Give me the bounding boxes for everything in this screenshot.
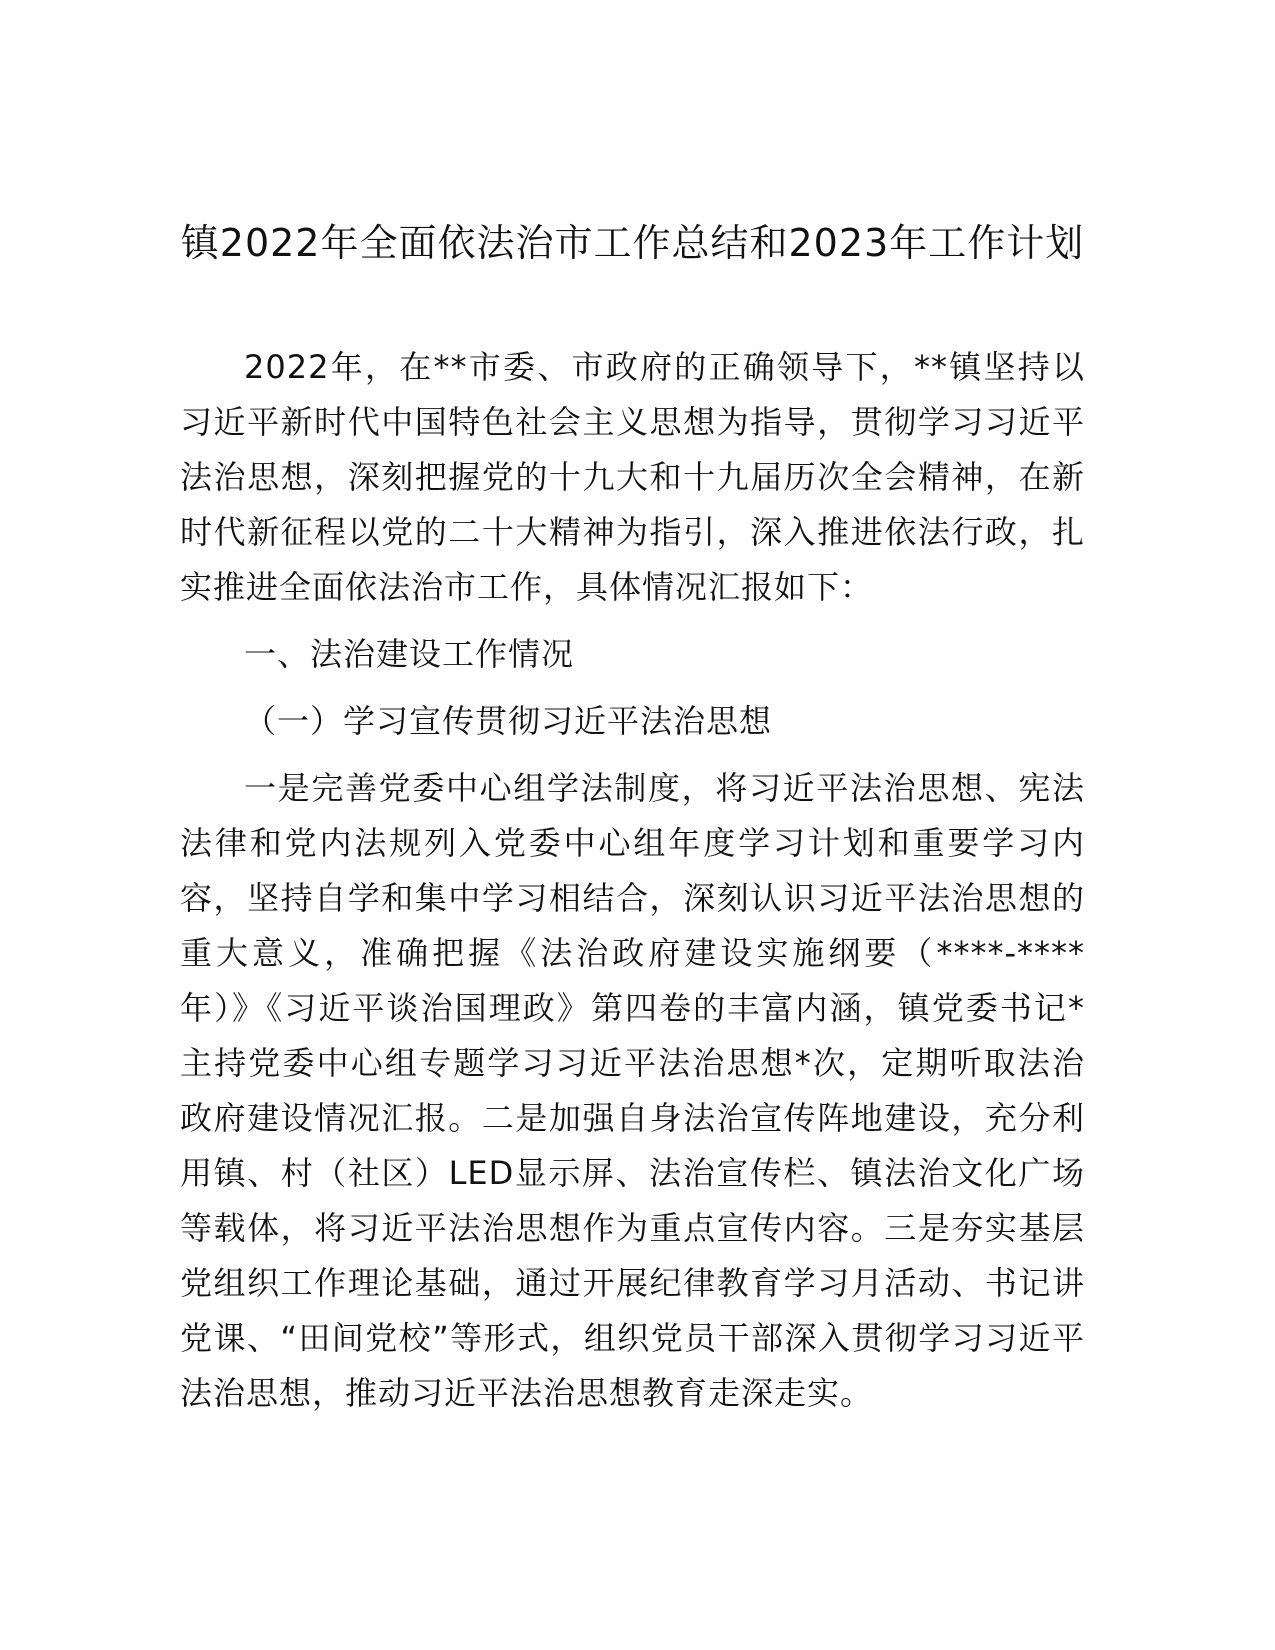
document-body	[180, 340, 1085, 1421]
section-heading: 一、法治建设工作情况	[244, 635, 575, 673]
document-title: 镇2022年全面依法治市工作总结和2023年工作计划	[180, 221, 1085, 265]
subsection-heading: （一）学习宣传贯彻习近平法治思想	[244, 702, 773, 740]
body-paragraph: 一是完善党委中心组学法制度，将习近平法治思想、宪法法律和党内法规列入党委中心组年度学习计划和重要学习内容，坚持自学和集中学习相结合，深刻认识习近平法治思想的重大意义，准确把握《法治政府建设实施纲要（****-****年）》《习近平谈治国理政》第四卷的丰富内涵，镇党委书记*主持党委中心组专题学习习近平法治思想*次，定期听取法治政府建设情况汇报。二是加强自身法治宣传阵地建设，充分利用镇、村（社区）LED显示屏、法治宣传栏、镇法治文化广场等载体，将习近平法治思想作为重点宣传内容。三是夯实基层党组织工作理论基础，通过开展纪律教育学习月活动、书记讲党课、“田间党校”等形式，组织党员干部深入贯彻学习习近平法治思想，推动习近平法治思想教育走深走实。	[180, 769, 1085, 1412]
intro-paragraph: 2022年，在**市委、市政府的正确领导下，**镇坚持以习近平新时代中国特色社会主义思想为指导，贯彻学习习近平法治思想，深刻把握党的十九大和十九届历次全会精神，在新时代新征程以党的二十大精神为指引，深入推进依法行政，扎实推进全面依法治市工作，具体情况汇报如下：	[180, 348, 1085, 606]
